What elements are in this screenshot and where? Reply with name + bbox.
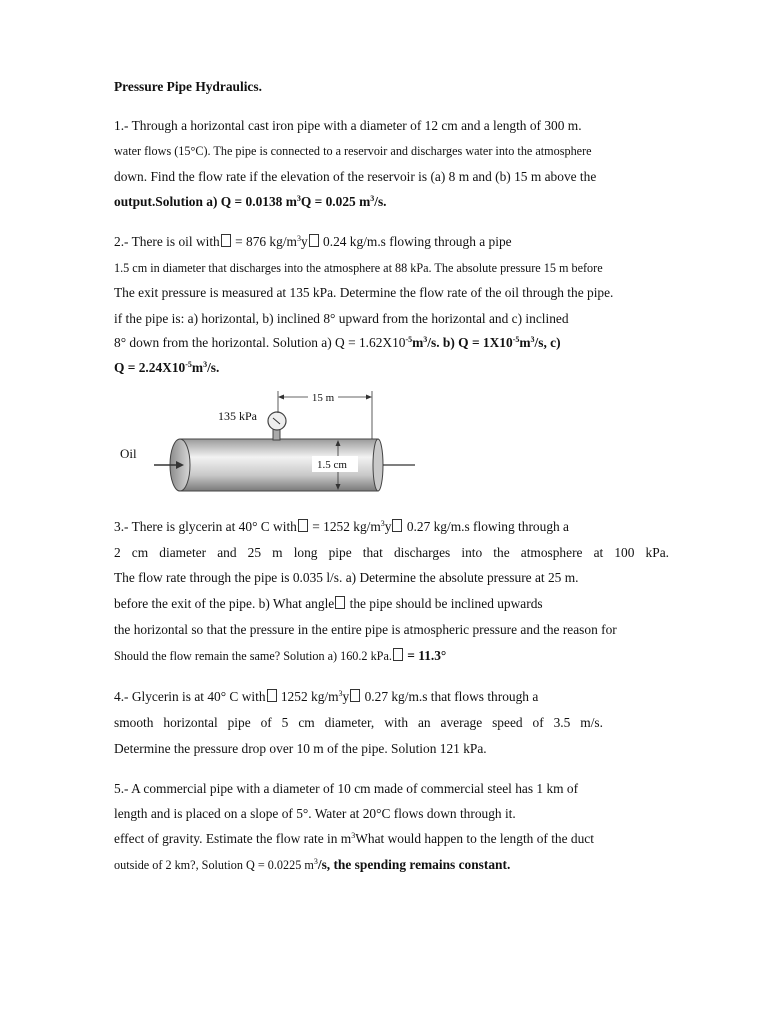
problem5-line1: 5.- A commercial pipe with a diameter of 10 cm made of commercial steel has 1 km of xyxy=(114,781,579,796)
problem5-line4: outside of 2 km?, Solution Q = 0.0225 $m^3/s$, the spending remains constant. xyxy=(114,857,511,872)
problem5-line2: length and is placed on a slope of 5°. Water at 20°C flows down through it. xyxy=(114,806,516,821)
problem1-line2: water flows (15°C). The pipe is connected to a reservoir and discharges water into the atmosphere xyxy=(114,144,592,158)
problem2-line1: 2.- There is oil with = 876 $kg/m^3y$ 0.24 kg/m.s flowing through a pipe xyxy=(114,234,512,249)
diameter-label: 1.5 cm xyxy=(317,459,347,471)
distance-label: 15 m xyxy=(311,392,335,404)
pipe-figure xyxy=(110,383,430,505)
problem2-line3: The exit pressure is measured at 135 kPa. Determine the flow rate of the oil through the pipe. xyxy=(114,285,614,300)
dimension-arrow-right xyxy=(366,395,372,400)
problem3-line6: Should the flow remain the same? Solution a) 160.2 kPa. = 11.3° xyxy=(114,648,447,663)
pipe-outlet-end xyxy=(373,439,383,491)
problem4-line3: Determine the pressure drop over 10 m of the pipe. Solution 121 kPa. xyxy=(114,741,487,756)
missing-glyph-icon xyxy=(221,234,231,247)
missing-glyph-icon xyxy=(298,519,308,532)
problem3-line1: 3.- There is glycerin at 40° C with = 1252 $kg/m^3y$ 0.27 kg/m.s flowing through a xyxy=(114,519,569,534)
fluid-label: Oil xyxy=(120,446,137,461)
problem3-line3: The flow rate through the pipe is 0.035 l/s. a) Determine the absolute pressure at 25 m. xyxy=(114,570,579,585)
missing-glyph-icon xyxy=(392,519,402,532)
problem1-line1: 1.- Through a horizontal cast iron pipe with a diameter of 12 cm and a length of 300 m. xyxy=(114,118,582,133)
missing-glyph-icon xyxy=(350,689,360,702)
document-title: Pressure Pipe Hydraulics. xyxy=(114,79,262,94)
problem2-line6: $Q = 2.24X10^{-5}m^3/s$. xyxy=(114,360,220,375)
problem4-line2: smooth horizontal pipe of 5 cm diameter, with an average speed of 3.5 m/s. xyxy=(114,715,603,730)
problem2-line2: 1.5 cm in diameter that discharges into the atmosphere at 88 kPa. The absolute pressure 15 m before xyxy=(114,261,603,275)
missing-glyph-icon xyxy=(309,234,319,247)
pressure-label: 135 kPa xyxy=(218,409,257,423)
problem5-line3: effect of gravity. Estimate the flow rate in $m^3What$ would happen to the length of the duct xyxy=(114,831,594,846)
problem3-line2: 2 cm diameter and 25 m long pipe that discharges into the atmosphere at 100 kPa. xyxy=(114,545,669,560)
problem1-solution: output.Solution a) Q = 0.0138 $m^3Q = 0.025$ $m^3/s$. xyxy=(114,194,387,209)
missing-glyph-icon xyxy=(267,689,277,702)
problem4-line1: 4.- Glycerin is at 40° C with 1252 $kg/m^3y$ 0.27 kg/m.s that flows through a xyxy=(114,689,539,704)
missing-glyph-icon xyxy=(393,648,403,661)
problem3-line5: the horizontal so that the pressure in the entire pipe is atmospheric pressure and the reason for xyxy=(114,622,617,637)
problem2-line5: 8° down from the horizontal. Solution a) $Q = 1.62X10^{-5}m^3/s$. b) $Q = 1X10^{-5}m^3/s$, c) xyxy=(114,335,561,350)
missing-glyph-icon xyxy=(335,596,345,609)
problem2-line4: if the pipe is: a) horizontal, b) inclined 8° upward from the horizontal and c) inclined xyxy=(114,311,569,326)
problem1-line3: down. Find the flow rate if the elevation of the reservoir is (a) 8 m and (b) 15 m above the xyxy=(114,169,597,184)
problem3-line4: before the exit of the pipe. b) What angle the pipe should be inclined upwards xyxy=(114,596,543,611)
dimension-arrow-left xyxy=(278,395,284,400)
